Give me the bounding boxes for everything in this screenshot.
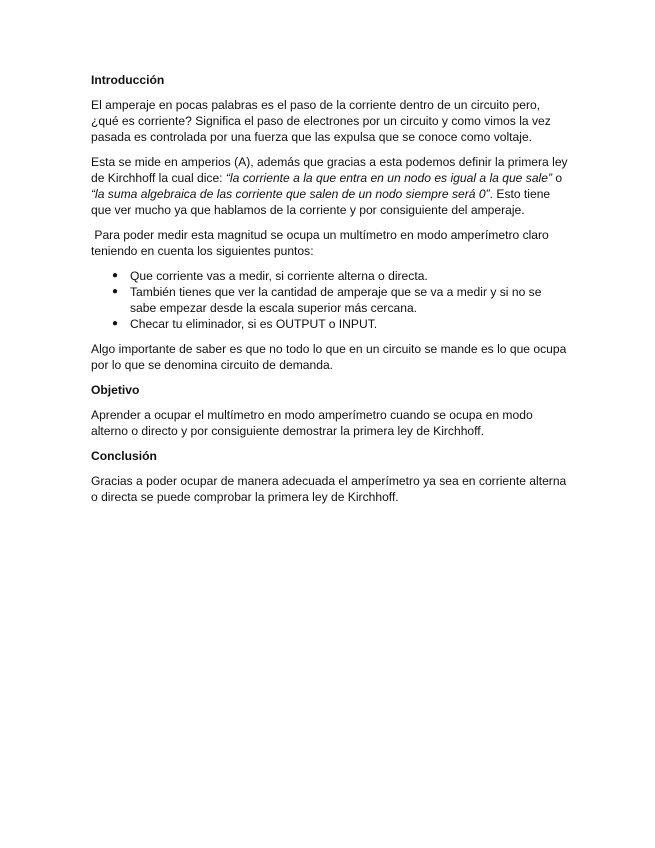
list-item-text: Checar tu eliminador, si es OUTPUT o INPUT. — [130, 317, 378, 331]
kirchhoff-quote-2: “la suma algebraica de las corriente que salen de un nodo siempre será 0” — [91, 187, 490, 201]
document-page — [91, 72, 569, 514]
objective-paragraph: Aprender a ocupar el multímetro en modo amperímetro cuando se ocupa en modo alterno o directo y por consiguiente demostrar la primera ley de Kirchhoff. — [91, 408, 533, 438]
conclusion-heading: Conclusión — [91, 449, 157, 463]
intro-paragraph-2-start: Esta se mide en amperios (A), además que gracias a esta podemos definir la primera ley de Kirchhoff la cual dice: — [91, 155, 568, 185]
intro-paragraph-3: Para poder medir esta magnitud se ocupa un multímetro en modo amperímetro claro teniendo en cuenta los siguientes puntos: — [91, 228, 549, 258]
bullet-icon: ● — [112, 286, 119, 297]
bullet-icon: ● — [112, 318, 119, 329]
list-item-text: También tienes que ver la cantidad de amperaje que se va a medir y si no se sabe empezar desde la escala superior más cercana. — [130, 285, 542, 315]
list-item-text: Que corriente vas a medir, si corriente alterna o directa. — [130, 269, 428, 283]
kirchhoff-quote-1: “la corriente a la que entra en un nodo es igual a la que sale” — [225, 171, 552, 185]
intro-paragraph-4: Algo importante de saber es que no todo lo que en un circuito se mande es lo que ocupa por lo que se denomina circuito de demanda. — [91, 342, 567, 372]
intro-paragraph-2 — [91, 154, 569, 218]
objective-heading: Objetivo — [91, 383, 140, 397]
list-item — [91, 268, 569, 284]
intro-paragraph-2-end: . Esto tiene que ver mucho ya que hablamos de la corriente y por consiguiente del amperaje. — [91, 187, 551, 217]
conclusion-paragraph: Gracias a poder ocupar de manera adecuada el amperímetro ya sea en corriente alterna o directa se puede comprobar la primera ley de Kirchhoff. — [91, 474, 567, 504]
list-item — [91, 284, 569, 316]
bullet-icon: ● — [112, 270, 119, 281]
intro-paragraph-2-mid: o — [551, 171, 563, 185]
measurement-points-list — [91, 268, 569, 332]
list-item — [91, 316, 569, 332]
intro-paragraph-1: El amperaje en pocas palabras es el paso de la corriente dentro de un circuito pero, ¿qué es corriente? Significa el paso de electrones por un circuito y como vimos la vez pasada es controlada por una fuerza que las expulsa que se conoce como voltaje. — [91, 98, 551, 144]
intro-heading: Introducción — [91, 73, 165, 87]
